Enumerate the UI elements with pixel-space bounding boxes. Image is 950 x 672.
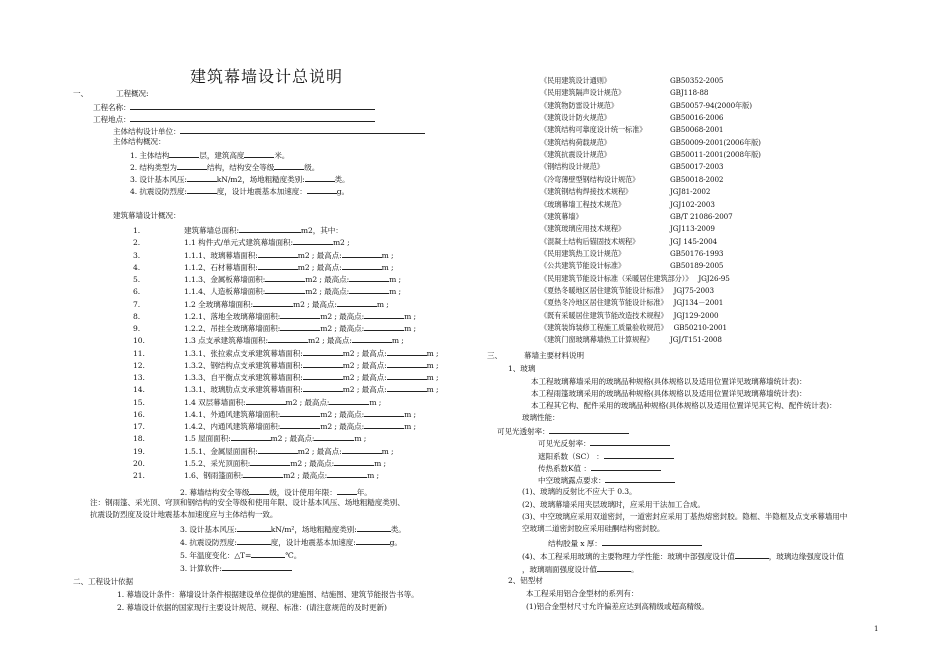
area-row-unit: m2 ; 最高点: <box>305 287 350 297</box>
standard-item <box>540 335 722 345</box>
standard-item <box>540 274 730 284</box>
area-row-unit: m2 ; <box>332 238 350 248</box>
standard-code: GB50017-2003 <box>670 162 724 172</box>
area-row-label: 1.3 点支承建筑幕墙面积: <box>184 336 268 346</box>
standard-code: JGJ102-2003 <box>670 199 715 209</box>
area-blank[interactable] <box>250 457 290 466</box>
area-row <box>133 224 343 236</box>
area-row-label: 1.1.4、人造板幕墙面积: <box>184 287 266 297</box>
area-row-unit: m2 ; 最高点: <box>308 336 352 346</box>
area-row-end: m ; <box>374 458 386 468</box>
standard-item <box>540 113 723 123</box>
area-blank[interactable] <box>293 236 333 245</box>
area-row-label: 1.3.1、玻璃肋点支承建筑幕墙面积: <box>184 385 303 395</box>
standard-item <box>540 200 715 210</box>
sealant-blank[interactable] <box>602 537 702 546</box>
standard-name: 《公共建筑节能设计标准》 <box>540 261 626 271</box>
area-row-number: 2. <box>133 238 141 248</box>
area-row-unit: m2 ; 最高点: <box>297 262 342 272</box>
area-row-unit: m2 ; 最高点: <box>320 311 365 321</box>
point-4b: ，玻璃端面强度设计值 。 <box>522 565 639 574</box>
standard-name: 《建筑物防雷设计规范》 <box>540 100 618 110</box>
area-row-end: m ; <box>404 311 416 321</box>
area-row <box>133 371 438 383</box>
height-blank[interactable] <box>387 347 427 356</box>
glass-1: 本工程玻璃幕墙采用的玻璃品种规格(具体规格以及适用位置详见玻璃幕墙统计表)： <box>531 377 807 386</box>
standard-name: 《建筑幕墙》 <box>540 211 583 221</box>
point-3a: (3)、中空玻璃应采用双道密封，一道密封应采用丁基热熔密封胶。隐框、半隐框及点支承幕墙用中 <box>522 512 848 521</box>
area-row-number: 11. <box>133 348 145 358</box>
area-row <box>133 298 389 310</box>
area-row <box>133 285 401 297</box>
vlr-blank[interactable] <box>590 437 670 446</box>
standard-code: GB50176-1993 <box>670 248 724 258</box>
area-blank[interactable] <box>280 420 320 429</box>
area-row-end: m ; <box>426 373 439 382</box>
area-row-label: 1.1 构件式/单元式建筑幕墙面积: <box>184 238 293 248</box>
area-row-number: 19. <box>133 446 145 456</box>
height-blank[interactable] <box>327 469 367 478</box>
area-row-unit: m2 ; 最高点: <box>285 397 330 407</box>
area-row-number: 1. <box>133 226 141 235</box>
standard-item <box>540 323 727 333</box>
main-struct-4: 4. 抗震设防烈度: 度，设计地震基本加速度： g。 <box>130 187 349 196</box>
area-row-end: m ; <box>404 324 416 333</box>
vlt-row: 可见光透射率： <box>497 425 629 437</box>
design-5: 5. 年温度变化：△T= ℃。 <box>180 551 302 560</box>
area-blank[interactable] <box>303 383 343 392</box>
standard-item <box>540 311 718 321</box>
area-blank[interactable] <box>231 432 271 441</box>
area-row-number: 3. <box>133 250 141 260</box>
standard-name: 《民用建筑热工设计规范》 <box>540 248 626 258</box>
note-line-1: 注：钢雨篷、采光顶、穹顶和钢结构的安全等级和使用年限、设计基本风压、场地粗糙度类别、 <box>90 498 405 507</box>
design-6: 3. 计算软件: <box>180 562 292 574</box>
standard-name: 《建筑设计防火规范》 <box>540 113 611 123</box>
standard-name: 《建筑玻璃应用技术规程》 <box>540 224 626 234</box>
hollow-blank[interactable] <box>605 474 675 483</box>
standard-name: 《建筑结构可靠度设计统一标准》 <box>540 125 647 135</box>
standard-item <box>540 249 723 259</box>
standard-item <box>540 224 715 234</box>
area-row-label: 建筑幕墙总面积: <box>184 226 239 235</box>
standard-name: 《混凝土结构后锚固技术规程》 <box>540 236 640 246</box>
standard-name: 《夏热冬冷地区居住建筑节能设计标准》 <box>540 298 668 308</box>
area-row-number: 14. <box>133 385 145 395</box>
project-name-row: 工程名称： <box>93 101 375 113</box>
standard-code: JGJ81-2002 <box>670 187 711 197</box>
standard-name: 《冷弯薄壁型钢结构设计规范》 <box>540 174 640 184</box>
vlr-row: 可见光反射率： <box>538 437 670 449</box>
glass-3: 本工程其它构、配件采用的玻璃品种规格(具体规格以及适用位置详见其它构、配件统计表)： <box>531 401 837 410</box>
k-blank[interactable] <box>591 462 661 471</box>
area-row-unit: m2 ; 最高点: <box>342 385 387 395</box>
standard-name: 《建筑装饰装修工程施工质量验收规范》 <box>540 323 668 332</box>
area-row <box>133 396 381 408</box>
area-row-number: 5. <box>133 275 141 284</box>
area-row-label: 1.2 全玻璃幕墙面积: <box>184 299 254 309</box>
design-4: 4. 抗震设防烈度: 度，设计地震基本加速度: g。 <box>180 538 402 547</box>
area-row <box>133 261 393 273</box>
area-row-unit: m2 ; 最高点: <box>290 458 335 468</box>
safety-row: 2. 幕墙结构安全等级 级，设计使用年限： 年。 <box>180 488 372 497</box>
k-row: 传热系数K值 ： <box>538 462 661 474</box>
standard-item <box>540 175 723 185</box>
area-row-number: 9. <box>133 324 141 333</box>
height-blank[interactable] <box>364 408 404 417</box>
area-row-label: 1.4.1、外通风建筑幕墙面积: <box>184 409 281 419</box>
area-row-end: m ; <box>381 262 394 272</box>
hollow-row: 中空玻璃露点要求： <box>538 474 675 486</box>
area-blank[interactable] <box>246 396 286 405</box>
area-row-unit: m2 ; 最高点: <box>297 446 342 456</box>
height-blank[interactable] <box>329 396 369 405</box>
area-blank[interactable] <box>268 334 308 343</box>
area-row-label: 1.4.2、内通风建筑幕墙面积: <box>184 422 281 431</box>
vlt-blank[interactable] <box>549 425 629 434</box>
aluminium-heading: 2、铝型材 <box>508 576 543 585</box>
main-struct-1: 1. 主体结构 层，建筑高度 米。 <box>130 151 290 160</box>
area-row-end: m ; <box>376 299 389 309</box>
standard-item <box>540 101 752 111</box>
project-site-row: 工程地点： <box>93 113 375 125</box>
area-row-unit: m2，其中： <box>300 226 343 235</box>
area-row-unit: m2 ; 最高点: <box>342 348 387 358</box>
standard-name: 《既有采暖居住建筑节能改造技术规程》 <box>540 310 668 320</box>
basis-1: 1. 幕墙设计条件：幕墙设计条件根据建设单位提供的建施图、结施图、建筑节能报告书等。 <box>117 590 419 599</box>
area-row-number: 17. <box>133 422 145 431</box>
area-blank[interactable] <box>265 285 305 294</box>
area-row <box>133 322 416 334</box>
standard-item <box>540 212 733 222</box>
standard-item <box>540 138 761 148</box>
height-blank[interactable] <box>387 383 427 392</box>
area-row <box>133 249 393 261</box>
area-row-unit: m2 ; 最高点: <box>342 360 387 370</box>
standard-code: GB50210-2001 <box>673 323 727 332</box>
area-row-unit: m2 ; 最高点: <box>305 275 350 284</box>
area-blank[interactable] <box>280 408 320 417</box>
standard-code: GBJ118-88 <box>670 88 709 98</box>
sc-row: 遮阳系数（SC） ： <box>538 450 674 462</box>
standard-item <box>540 286 714 296</box>
standard-item <box>540 125 723 135</box>
area-row-end: m ; <box>381 446 394 456</box>
design-3: 3. 设计基本风压: kN/m²，场地粗糙度类别: 类。 <box>180 525 406 534</box>
basis-2: 2. 幕墙设计依据的国家现行主要设计规范、规程、标准：(请注意规范的及时更新) <box>117 603 387 612</box>
aluminium-2: (1)铝合金型材尺寸允许偏差应达到高精级或超高精级。 <box>526 602 709 611</box>
glass-4: 玻璃性能： <box>522 413 560 422</box>
standard-name: 《建筑抗震设计规范》 <box>540 150 611 160</box>
area-row-label: 1.3.3、自平衡点支承建筑幕墙面积: <box>184 373 303 382</box>
area-row-label: 1.5.1、金属屋面面积: <box>184 446 258 456</box>
standard-code: GB50011-2001(2008年版) <box>670 150 761 160</box>
point-3c: 结构胶量 x 厚： <box>548 537 702 549</box>
standard-item <box>540 88 708 98</box>
section-3-heading: 三、 幕墙主要材料说明 <box>487 351 584 360</box>
area-blank[interactable] <box>258 261 298 270</box>
main-unit-row: 主体结构设计单位： <box>113 125 425 137</box>
standard-code: GB50018-2002 <box>670 174 724 184</box>
standard-item <box>540 237 717 247</box>
area-row <box>133 273 401 285</box>
glass-heading: 1、玻璃 <box>508 364 536 373</box>
area-row-number: 20. <box>133 458 145 468</box>
standard-item <box>540 261 723 271</box>
standard-code: GB50352-2005 <box>670 76 724 85</box>
area-row-unit: m2 ; 最高点: <box>297 250 342 260</box>
area-row <box>133 432 366 444</box>
area-row-unit: m2 ; 最高点: <box>293 299 337 309</box>
area-row-number: 8. <box>133 311 141 321</box>
standard-item <box>540 187 710 197</box>
standard-name: 《建筑钢结构焊接技术规程》 <box>540 187 633 197</box>
area-row-unit: m2 ; 最高点: <box>320 422 365 431</box>
area-row <box>133 334 404 346</box>
area-row-number: 10. <box>133 336 145 346</box>
sc-blank[interactable] <box>604 450 674 459</box>
page-number: 1 <box>874 625 879 633</box>
standard-code: GB50189-2005 <box>670 261 724 271</box>
area-row-end: m ; <box>367 471 379 480</box>
area-row-number: 12. <box>133 360 145 370</box>
standard-item <box>540 162 723 172</box>
area-blank[interactable] <box>303 359 343 368</box>
area-row-label: 1.5.2、采光顶面积: <box>184 458 251 468</box>
area-row-label: 1.1.3、金属板幕墙面积: <box>184 275 266 284</box>
curtain-wall-heading: 建筑幕墙设计概况： <box>113 211 181 220</box>
standard-code: JGJ 145-2004 <box>670 236 718 246</box>
area-row-number: 7. <box>133 299 141 309</box>
area-blank[interactable] <box>265 273 305 282</box>
main-unit-blank[interactable] <box>180 125 425 134</box>
height-blank[interactable] <box>342 249 382 258</box>
standard-code: JGJ/T151-2008 <box>670 335 722 345</box>
area-row-unit: m2 ; 最高点: <box>283 471 328 480</box>
area-row-unit: m2 ; 最高点: <box>342 373 387 382</box>
height-blank[interactable] <box>334 457 374 466</box>
height-blank[interactable] <box>342 261 382 270</box>
area-row-end: m ; <box>426 360 439 370</box>
height-blank[interactable] <box>314 432 354 441</box>
area-row <box>133 408 416 420</box>
area-row-number: 16. <box>133 409 145 419</box>
height-blank[interactable] <box>364 322 404 331</box>
area-row-unit: m2 ; 最高点: <box>320 324 365 333</box>
area-row-number: 15. <box>133 397 145 407</box>
area-row-label: 1.6、钢雨篷面积: <box>184 471 244 480</box>
standard-name: 《玻璃幕墙工程技术规范》 <box>540 199 626 209</box>
height-blank[interactable] <box>342 445 382 454</box>
point-1: (1)、玻璃的反射比不应大于 0.3。 <box>522 487 637 496</box>
main-struct-2: 2. 结构类型为 结构，结构安全等级 级。 <box>130 163 320 172</box>
height-blank[interactable] <box>349 273 389 282</box>
area-row-end: m ; <box>404 422 416 431</box>
standard-name: 《夏热冬暖地区居住建筑节能设计标准》 <box>540 285 668 295</box>
standard-code: GB/T 21086-2007 <box>670 211 733 221</box>
point-2: (2)、玻璃幕墙采用夹层玻璃时，应采用干法加工合成。 <box>522 500 705 509</box>
area-row-label: 1.3.1、张拉索点支承建筑幕墙面积: <box>184 348 303 358</box>
standard-code: JGJ75-2003 <box>673 285 714 295</box>
area-row-end: m ; <box>389 287 401 297</box>
area-row-label: 1.1.2、石材幕墙面积: <box>184 262 258 272</box>
area-blank[interactable] <box>280 322 320 331</box>
standard-item <box>540 298 723 308</box>
area-blank[interactable] <box>280 310 320 319</box>
area-row <box>133 457 386 469</box>
standard-code: JGJ129-2000 <box>673 310 719 320</box>
area-row <box>133 445 393 457</box>
standard-name: 《建筑门窗玻璃幕墙热工计算规程》 <box>540 335 654 345</box>
glass-2: 本工程雨篷玻璃采用的玻璃品种规格(具体规格以及适用位置详见玻璃幕墙统计表)： <box>531 389 807 398</box>
height-blank[interactable] <box>387 359 427 368</box>
area-row <box>133 236 350 248</box>
area-row-label: 1.1.1、玻璃幕墙面积: <box>184 250 258 260</box>
area-row-number: 6. <box>133 287 141 297</box>
area-row <box>133 383 438 395</box>
note-line-2: 抗震设防烈度及设计地震基本加速度应与主体结构一致。 <box>90 510 278 519</box>
area-row-number: 4. <box>133 262 141 272</box>
project-name-blank[interactable] <box>130 101 375 110</box>
page-title: 建筑幕墙设计总说明 <box>190 67 344 86</box>
section-1-heading: 一、 工程概况: <box>73 89 149 98</box>
area-row-unit: m2 ; 最高点: <box>270 434 315 444</box>
height-blank[interactable] <box>364 420 404 429</box>
area-row-label: 1.2.2、吊挂全玻璃幕墙面积: <box>184 324 281 333</box>
aluminium-1: 本工程采用铝合金型材的系列有： <box>526 589 639 598</box>
area-row-end: m ; <box>426 348 439 358</box>
area-row-end: m ; <box>381 250 394 260</box>
height-blank[interactable] <box>387 371 427 380</box>
height-blank[interactable] <box>337 298 377 307</box>
standard-name: 《民用建筑节能设计标准（采暖居住建筑部分）》 <box>540 273 693 283</box>
area-row-end: m ; <box>426 385 439 395</box>
standard-code: GB50068-2001 <box>670 125 724 135</box>
main-struct-row: 主体结构概况： <box>113 137 166 146</box>
area-row-number: 13. <box>133 373 145 382</box>
standard-item <box>540 76 723 86</box>
area-row-number: 18. <box>133 434 145 444</box>
area-row-label: 1.4 双层幕墙面积: <box>184 397 246 407</box>
standard-code: JGJ26-95 <box>698 273 730 283</box>
area-row-end: m ; <box>404 409 416 419</box>
area-row-end: m ; <box>369 397 382 407</box>
area-blank[interactable] <box>239 224 301 233</box>
area-blank[interactable] <box>243 469 283 478</box>
main-struct-3: 3. 设计基本风压: kN/m2，场地粗糙度类别: 类。 <box>130 175 350 184</box>
area-blank[interactable] <box>303 347 343 356</box>
standard-code: JGJ113-2009 <box>670 224 715 234</box>
area-row <box>133 469 379 481</box>
standard-name: 《钢结构设计规范》 <box>540 162 604 172</box>
standard-name: 《民用建筑设计通则》 <box>540 76 611 85</box>
point-3b: 空玻璃二道密封胶应采用硅酮结构密封胶。 <box>522 524 665 533</box>
height-blank[interactable] <box>352 334 392 343</box>
project-site-blank[interactable] <box>130 113 375 122</box>
point-4a: (4)、本工程采用玻璃的主要物理力学性能：玻璃中部强度设计值 ，玻璃边缘强度设计值 <box>522 552 844 561</box>
area-row <box>133 347 438 359</box>
area-row-label: 1.2.1、落地全玻璃幕墙面积: <box>184 311 281 321</box>
area-row <box>133 420 416 432</box>
height-blank[interactable] <box>364 310 404 319</box>
standard-code: GB50009-2001(2006年版) <box>670 137 761 147</box>
area-blank[interactable] <box>258 249 298 258</box>
standard-name: 《民用建筑隔声设计规范》 <box>540 88 626 98</box>
area-row <box>133 310 416 322</box>
area-row-label: 1.5 屋面面积: <box>184 434 231 444</box>
section-2-heading: 二、工程设计依据 <box>73 577 133 586</box>
area-row-end: m ; <box>389 275 401 284</box>
area-row-unit: m2 ; 最高点: <box>320 409 365 419</box>
standard-name: 《建筑结构荷载规范》 <box>540 137 611 147</box>
standard-item <box>540 150 761 160</box>
area-row-number: 21. <box>133 471 145 480</box>
standard-code: GB50057-94(2000年版) <box>670 100 752 110</box>
area-row-end: m ; <box>354 434 367 444</box>
area-row <box>133 359 438 371</box>
area-row-end: m ; <box>391 336 404 346</box>
standard-code: JGJ134－2001 <box>673 298 724 308</box>
area-row-label: 1.3.2、钢结构点支承建筑幕墙面积: <box>184 360 303 370</box>
standard-code: GB50016-2006 <box>670 113 724 123</box>
height-blank[interactable] <box>349 285 389 294</box>
area-blank[interactable] <box>303 371 343 380</box>
area-blank[interactable] <box>253 298 293 307</box>
area-blank[interactable] <box>258 445 298 454</box>
